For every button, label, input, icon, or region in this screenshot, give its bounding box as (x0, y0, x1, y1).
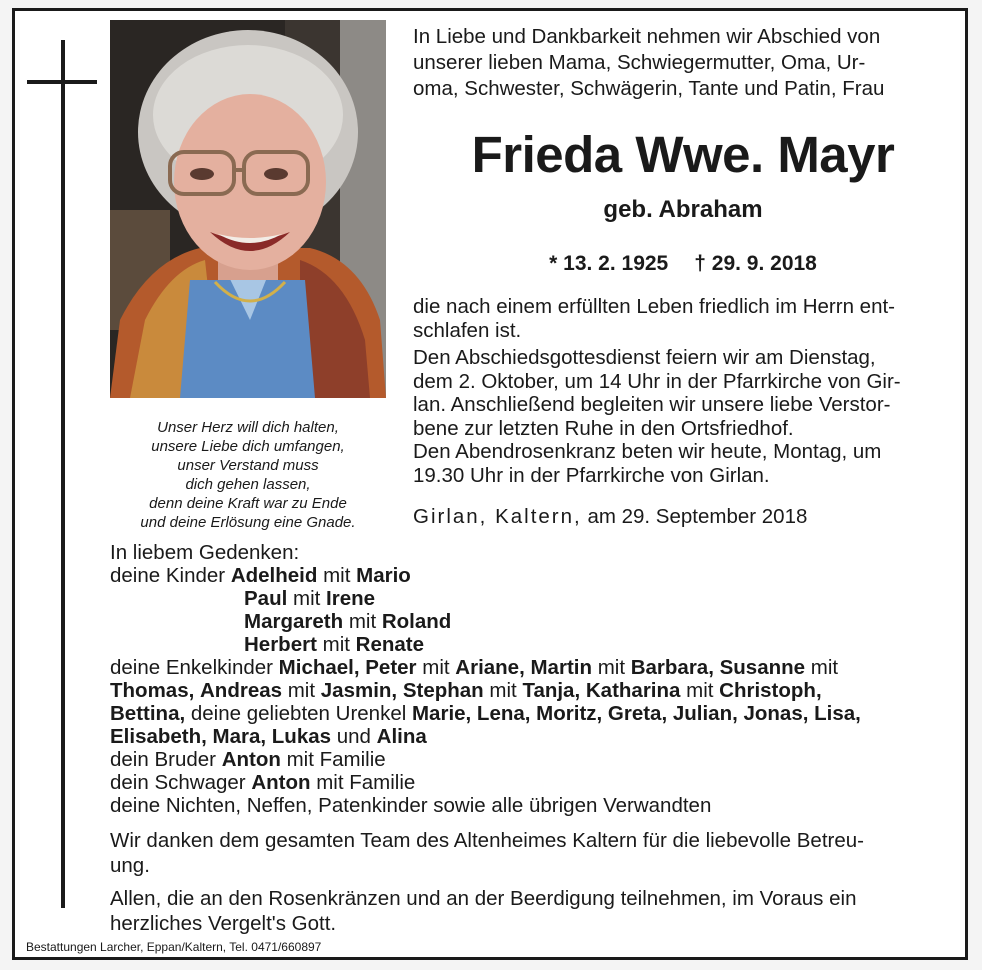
children-line (110, 564, 411, 587)
birth-date: * 13. 2. 1925 (549, 252, 669, 275)
service-line: Den Abschiedsgottesdienst feiern wir am Dienstag, (413, 346, 876, 369)
portrait-photo (110, 20, 386, 398)
grandchild-name: Bettina, (110, 702, 186, 725)
grandchild-partner: Jasmin, (320, 679, 398, 702)
grandchild-partner: Tanja, (522, 679, 581, 702)
memorial-poem (104, 418, 392, 532)
grandchild-partner: Christoph, (719, 679, 822, 702)
deceased-name: Frieda Wwe. Mayr (471, 126, 895, 183)
mit-word: mit (322, 633, 350, 656)
children-line (110, 587, 375, 610)
passing-text (413, 295, 895, 342)
mit-word: mit (348, 610, 377, 633)
mit-word: mit (293, 587, 321, 610)
grandchild-name: Katharina (585, 679, 681, 702)
brother-in-law-prefix: dein Schwager (110, 771, 252, 794)
intro-line: In Liebe und Dankbarkeit nehmen wir Abschied von (413, 25, 881, 48)
grandchildren-line (110, 679, 822, 702)
grandchild-name: Andreas (200, 679, 283, 702)
child-name: Margareth (244, 610, 344, 633)
cross-icon-bar (27, 80, 97, 84)
child-partner: Mario (356, 564, 411, 587)
grandchild-partner: Barbara, (630, 656, 714, 679)
death-date: † 29. 9. 2018 (694, 252, 817, 275)
brother-name: Anton (221, 748, 281, 771)
poem-line: unser Verstand muss (177, 457, 319, 474)
great-grandchildren-line (110, 702, 861, 725)
mit-word: mit (323, 564, 351, 587)
grandchildren-prefix: deine Enkelkinder (110, 656, 279, 679)
poem-line: unsere Liebe dich umfangen, (151, 438, 345, 455)
brother-in-law-line (110, 771, 415, 794)
thanks-staff (110, 828, 960, 878)
thanks-line: Allen, die an den Rosenkränzen und an der Beerdigung teilnehmen, im Voraus ein (110, 887, 857, 910)
child-name: Herbert (244, 633, 317, 656)
great-prefix: deine geliebten Urenkel (185, 702, 412, 725)
mit-word: mit (686, 679, 714, 702)
poem-line: Unser Herz will dich halten, (157, 419, 339, 436)
und-word: und (331, 725, 377, 748)
child-partner: Renate (355, 633, 425, 656)
service-text (413, 346, 901, 487)
intro-text (413, 24, 953, 102)
grandchild-name: Susanne (719, 656, 806, 679)
cross-icon (61, 40, 65, 908)
life-dates (413, 250, 953, 278)
brother-prefix: dein Bruder (110, 748, 222, 771)
brother-line (110, 748, 386, 771)
grandchild-name: Michael, Peter (278, 656, 417, 679)
service-line: 19.30 Uhr in der Pfarrkirche von Girlan. (413, 463, 770, 487)
service-line: bene zur letzten Ruhe in den Ortsfriedhof. (413, 416, 794, 440)
great-grandchildren-names: Elisabeth, Mara, Lukas (110, 725, 332, 748)
grandchild-name: Martin (530, 656, 592, 679)
mit-word: mit (422, 656, 450, 679)
intro-line: oma, Schwester, Schwägerin, Tante und Patin, Frau (413, 77, 885, 100)
brother-in-law-name: Anton (251, 771, 311, 794)
mit-word: mit (489, 679, 517, 702)
great-grandchildren-line (110, 725, 427, 748)
passing-line: die nach einem erfüllten Leben friedlich im Herrn ent- (413, 295, 896, 318)
thanks-line: ung. (110, 854, 150, 877)
grandchildren-line (110, 656, 838, 679)
funeral-home-credit: Bestattungen Larcher, Eppan/Kaltern, Tel. 0471/660897 (26, 940, 322, 954)
service-line: Den Abendrosenkranz beten wir heute, Montag, um (413, 440, 882, 463)
passing-line: schlafen ist. (413, 318, 522, 342)
relatives-line: deine Nichten, Neffen, Patenkinder sowie alle übrigen Verwandten (110, 794, 712, 817)
service-line: dem 2. Oktober, um 14 Uhr in der Pfarrkirche von Gir- (413, 369, 901, 393)
mit-word: mit (287, 679, 316, 702)
child-partner: Irene (326, 587, 376, 610)
thanks-attendees (110, 886, 960, 936)
poem-line: und deine Erlösung eine Gnade. (140, 514, 356, 531)
child-name: Adelheid (230, 564, 318, 587)
place-date (413, 504, 807, 530)
children-line (110, 633, 424, 656)
poem-line: denn deine Kraft war zu Ende (149, 495, 347, 512)
service-line: lan. Anschließend begleiten wir unsere liebe Verstor- (413, 393, 891, 416)
place-date-text: am 29. September 2018 (587, 505, 808, 528)
children-line (110, 610, 451, 633)
intro-line: unserer lieben Mama, Schwiegermutter, Oma, Ur- (413, 51, 866, 74)
with-family: mit Familie (280, 748, 386, 771)
maiden-name: geb. Abraham (603, 196, 763, 223)
grandchild-partner: Thomas, (110, 679, 195, 702)
family-heading: In liebem Gedenken: (110, 541, 300, 564)
poem-line: dich gehen lassen, (185, 476, 311, 493)
thanks-line: herzliches Vergelt's Gott. (110, 912, 337, 935)
grandchild-partner: Ariane, (455, 656, 525, 679)
thanks-line: Wir danken dem gesamten Team des Altenheimes Kaltern für die liebevolle Betreu- (110, 829, 864, 852)
great-grandchildren-names: Marie, Lena, Moritz, Greta, Julian, Jonas, Lisa, (411, 702, 861, 725)
place-towns: Girlan, Kaltern, (413, 505, 582, 528)
children-prefix: deine Kinder (110, 564, 231, 587)
mit-word: mit (810, 656, 839, 679)
child-partner: Roland (381, 610, 452, 633)
mit-word: mit (597, 656, 626, 679)
grandchild-name: Stephan (402, 679, 484, 702)
great-grandchild-name: Alina (376, 725, 427, 748)
with-family: mit Familie (310, 771, 416, 794)
child-name: Paul (244, 587, 288, 610)
